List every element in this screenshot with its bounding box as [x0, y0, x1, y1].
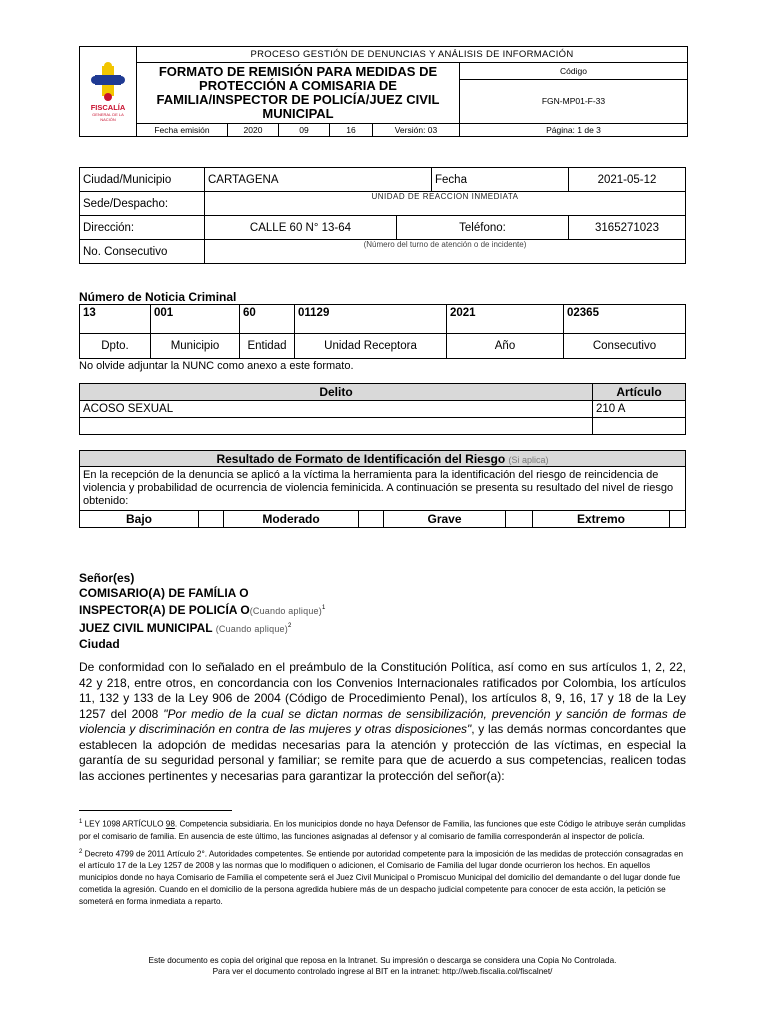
- consecutive-note: (Número del turno de atención o de incidente): [205, 240, 686, 264]
- date-value: 2021-05-12: [569, 168, 686, 192]
- footnote-ref-1: 1: [321, 605, 326, 611]
- law-title-quote: "Por medio de la cual se dictan normas de sensibilización, prevención y sanción de formas de violencia y discriminación en contra de las mujeres y otras disposiciones": [79, 706, 686, 736]
- delito-empty-row: [80, 418, 593, 435]
- issue-year: 2020: [228, 124, 279, 137]
- phone-value: 3165271023: [569, 216, 686, 240]
- footnote-1: $^1$ LEY 1098 ARTÍCULO 98. Competencia subsidiaria. En los municipios donde no haya Defensor de Familia, las funciones que este Código le atribuye serán cumplidas por el comisario de familia. En ausencia de este último, las funciones asignadas al defensor y al comisario de familia corresponderán al inspector de policía.: [79, 819, 686, 841]
- footer-line-2: Para ver el documento controlado ingrese al BIT en la intranet: http://web.fiscalia.col/fiscalnet/: [212, 967, 553, 976]
- risk-box-bajo: [199, 511, 224, 528]
- risk-description: En la recepción de la denuncia se aplicó a la víctima la herramienta para la identificación del riesgo de reincidencia de violencia y probabilidad de ocurrencia de violencia feminicida. A continuación se presenta su resultado del nivel de riesgo obtenido:: [80, 467, 686, 511]
- nunc-consecutivo-label: Consecutivo: [564, 334, 686, 359]
- nunc-municipio-value: 001: [151, 305, 240, 334]
- code-value: FGN-MP01-F-33: [460, 79, 688, 123]
- nunc-entidad-label: Entidad: [240, 334, 295, 359]
- page-footer: [79, 955, 686, 977]
- delito-value: ACOSO SEXUAL: [80, 401, 593, 418]
- articulo-header: Artículo: [593, 384, 686, 401]
- nunc-note: No olvide adjuntar la NUNC como anexo a este formato.: [79, 360, 354, 372]
- addressee-juez: JUEZ CIVIL MUNICIPAL (Cuando aplique)$^2$: [79, 621, 292, 635]
- logo-text: FISCALÍA: [90, 102, 126, 112]
- juez-note: (Cuando aplique): [215, 624, 288, 634]
- risk-header: [80, 451, 686, 467]
- delito-table: [79, 383, 686, 435]
- puzzle-logo-icon: [91, 62, 125, 102]
- addressee-inspector: INSPECTOR(A) DE POLICÍA O(Cuando aplique)$^1$: [79, 603, 326, 617]
- risk-box-moderado: [359, 511, 384, 528]
- nunc-unidad-value: 01129: [295, 305, 447, 334]
- footnote-2: $^2$ Decreto 4799 de 2011 Artículo 2°. Autoridades competentes. Se entiende por autoridad competente para la imposición de las medidas de protección consagradas en el artículo 17 de la Ley 1257 de 2008 y las normas que lo modifiquen o adicionen, el Comisario de Familia del lugar donde ocurrieron los hechos. En aquellos municipios donde no haya Comisario de Familia el competente será el Juez Civil Municipal o Promiscuo Municipal del domicilio del demandante o del lugar donde fue cometida la agresión. Cuando en el domicilio de la persona agredida hubiere más de un despacho judicial competente para conocer de esta acción, la petición se someterá en forma inmediata a reparto.: [79, 848, 684, 907]
- delito-header: Delito: [80, 384, 593, 401]
- risk-level-grave: Grave: [384, 511, 506, 528]
- address-label: Dirección:: [80, 216, 205, 240]
- addressee-comisario: COMISARIO(A) DE FAMÍLIA O: [79, 586, 249, 600]
- articulo-empty-row: [593, 418, 686, 435]
- document-header: [79, 46, 688, 137]
- phone-label: Teléfono:: [397, 216, 569, 240]
- nunc-table: [79, 304, 686, 359]
- risk-level-bajo: Bajo: [80, 511, 199, 528]
- page-number: Página: 1 de 3: [460, 124, 688, 137]
- risk-table: [79, 450, 686, 528]
- risk-box-grave: [506, 511, 533, 528]
- risk-level-moderado: Moderado: [224, 511, 359, 528]
- consecutive-label: No. Consecutivo: [80, 240, 205, 264]
- nunc-year-value: 2021: [447, 305, 564, 334]
- body-paragraph: De conformidad con lo señalado en el preámbulo de la Constitución Política, así como en sus artículos 1, 2, 22, 42 y 218, entre otros, en concordancia con los Convenios Internacionales ratificados por Colombia, los artículos 11, 132 y 133 de la Ley 906 de 2004 (Código de Procedimiento Penal), los artículos 8, 9, 16, 17 y 18 de la Ley 1257 del 2008 "Por medio de la cual se dictan normas de sensibilización, prevención y sanción de formas de violencia y discriminación en contra de las mujeres y otras disposiciones", y las demás normas concordantes que establecen la adopción de medidas necesarias para la atención y protección de las víctimas, en especial la garantía de su seguridad personal y familiar; se remite para que de acuerdo a sus competencias, realicen todas las acciones pertinentes y necesarias para garantizar la protección del señor(a):: [79, 660, 686, 783]
- logo-cell: [80, 47, 137, 137]
- risk-level-extremo: Extremo: [533, 511, 670, 528]
- city-value: CARTAGENA: [205, 168, 432, 192]
- logo-subtext: GENERAL DE LA NACIÓN: [92, 111, 124, 122]
- case-info-table: [79, 167, 686, 264]
- nunc-dpto-label: Dpto.: [80, 334, 151, 359]
- inspector-note: (Cuando aplique): [249, 606, 322, 616]
- addressee-block: [79, 571, 325, 652]
- risk-title-note: (Si aplica): [508, 454, 549, 465]
- nunc-entidad-value: 60: [240, 305, 295, 334]
- addressee-city: Ciudad: [79, 637, 120, 651]
- risk-box-extremo: [670, 511, 686, 528]
- articulo-value: 210 A: [593, 401, 686, 418]
- code-label: Código: [460, 63, 688, 80]
- nunc-consecutivo-value: 02365: [564, 305, 686, 334]
- nunc-unidad-label: Unidad Receptora: [295, 334, 447, 359]
- addressee-salutation: Señor(es): [79, 571, 135, 585]
- address-value: CALLE 60 N° 13-64: [205, 216, 397, 240]
- issue-month: 09: [279, 124, 330, 137]
- footer-line-1: Este documento es copia del original que reposa en la Intranet. Su impresión o descarga se considera una Copia No Controlada.: [148, 956, 617, 965]
- risk-title: Resultado de Formato de Identificación del Riesgo: [216, 451, 506, 466]
- issue-day: 16: [330, 124, 373, 137]
- version: Versión: 03: [373, 124, 460, 137]
- date-label: Fecha: [432, 168, 569, 192]
- document-title: FORMATO DE REMISIÓN PARA MEDIDAS DE PROTECCIÓN A COMISARIA DE FAMILIA/INSPECTOR DE POLICÍA/JUEZ CIVIL MUNICIPAL: [137, 63, 460, 124]
- nunc-year-label: Año: [447, 334, 564, 359]
- footnote-separator: [79, 810, 232, 811]
- nunc-municipio-label: Municipio: [151, 334, 240, 359]
- city-label: Ciudad/Municipio: [80, 168, 205, 192]
- process-name: PROCESO GESTIÓN DE DENUNCIAS Y ANÁLISIS DE INFORMACIÓN: [137, 47, 688, 63]
- sede-label: Sede/Despacho:: [80, 192, 205, 216]
- nunc-title: Número de Noticia Criminal: [79, 290, 237, 304]
- fiscalia-logo: [84, 62, 132, 122]
- nunc-dpto-value: 13: [80, 305, 151, 334]
- issue-date-label: Fecha emisión: [137, 124, 228, 137]
- sede-value: UNIDAD DE REACCION INMEDIATA: [205, 192, 686, 216]
- footnotes: [79, 816, 686, 911]
- footnote-ref-2: 2: [287, 623, 292, 629]
